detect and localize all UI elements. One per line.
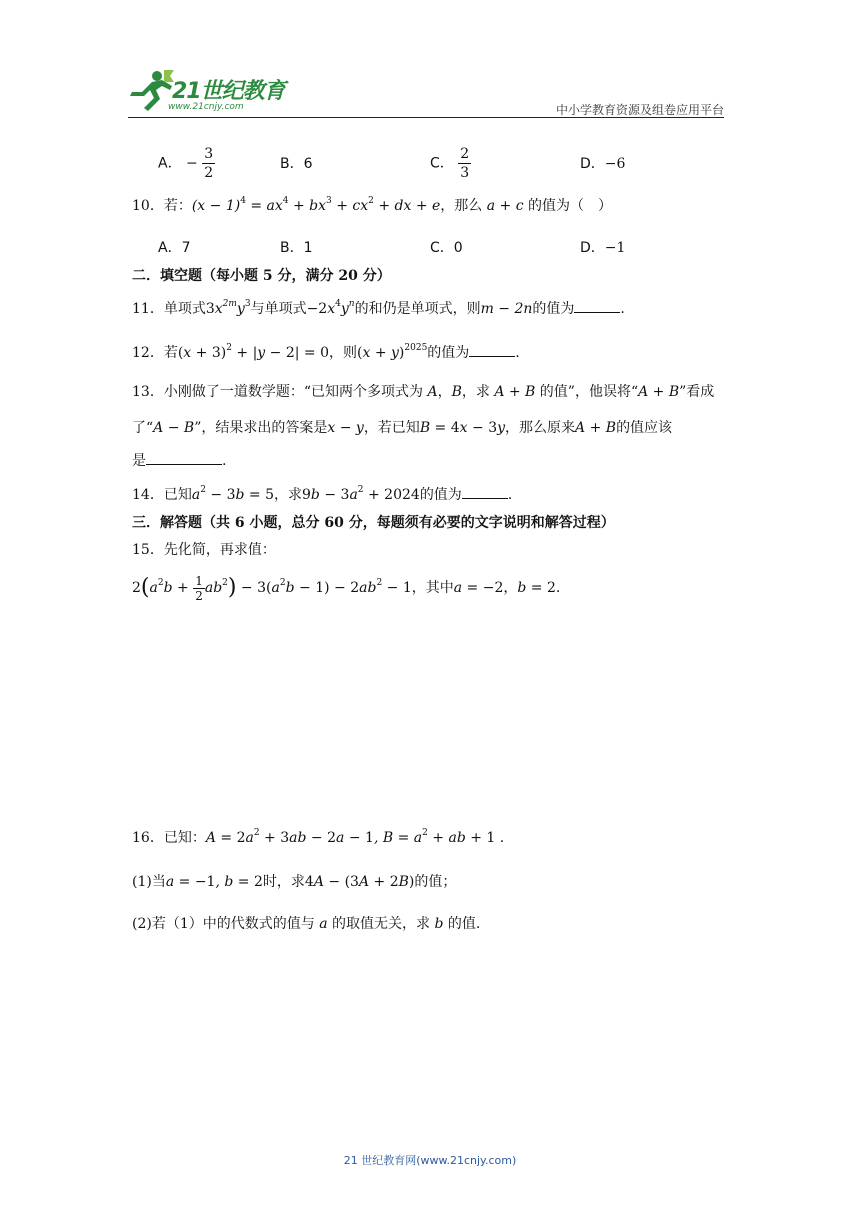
q9-option-a: [158, 145, 215, 182]
option-value: 6: [303, 156, 313, 172]
numerator: 3: [204, 146, 214, 162]
answer-blank[interactable]: [462, 484, 508, 499]
question-text: ，: [503, 580, 518, 596]
question-text: 的值应该: [616, 420, 673, 436]
question-text: 已知: [163, 487, 192, 503]
period: .: [515, 345, 520, 361]
condition: a = −2: [453, 580, 504, 596]
question-13-line-2: [132, 418, 672, 438]
denominator: 2: [204, 165, 214, 181]
question-16-part-1: [132, 872, 456, 892]
footer-link[interactable]: 21 世纪教育网(www.21cnjy.com): [343, 1154, 517, 1167]
question-text: ，其中: [411, 580, 454, 596]
fraction: [458, 145, 471, 182]
variable: B: [451, 384, 462, 400]
q10-option-d: [580, 237, 625, 257]
question-number: 15．: [132, 542, 164, 558]
question-15-expression: [132, 570, 560, 606]
site-logo: [124, 66, 294, 116]
variables: A: [427, 384, 438, 400]
period: .: [222, 453, 227, 469]
option-label: B．: [280, 156, 304, 172]
question-text: ”看成: [679, 384, 715, 400]
question-number: 14．: [132, 487, 164, 503]
question-text: 是: [132, 453, 146, 469]
variable: a: [314, 916, 332, 932]
q9-option-c: [430, 145, 471, 182]
expression: $(x + y)^{2025}$: [357, 343, 428, 361]
question-text: 的值”，他误将“: [535, 384, 639, 400]
question-number: 13．: [132, 384, 164, 400]
option-value: −6: [604, 156, 626, 172]
q9-option-d: [580, 153, 625, 173]
answer-blank[interactable]: [469, 342, 515, 357]
question-text: 了“: [132, 420, 154, 436]
question-13-line-1: 13．小刚做了一道数学题：“已知两个多项式为 A，B，求 A + B 的值”，他误将“A + B”看成: [132, 384, 715, 400]
expression: A + B: [638, 384, 680, 400]
question-text: 的值为: [427, 345, 470, 361]
platform-name: 中小学教育资源及组卷应用平台: [555, 103, 724, 117]
question-text: 的取值无关，求: [332, 916, 430, 932]
minus-sign: −: [186, 155, 198, 172]
question-text: 单项式: [163, 301, 206, 317]
equation: $A = 2a^2 + 3ab - 2a - 1$, $B = a^2$ + ab + 1: [205, 828, 496, 846]
expression: $2(a^2b$ + $\frac{1}{2}$ $ab^2) - 3(a^2b - 1) - 2ab^2 - 1$: [132, 573, 412, 603]
question-text: ，那么原来: [505, 420, 576, 436]
question-text: 时，求: [262, 874, 305, 890]
option-value: −1: [604, 240, 626, 256]
section-2-heading: 二．填空题（每小题 5 分，满分 20 分）: [132, 268, 391, 284]
equation: $(x - 1)^4 = ax^4 + bx^3 + cx^2$ + dx + e: [191, 196, 441, 214]
monomial-1: $3x^{2m}y^3$: [205, 299, 251, 317]
question-16-part-2: [132, 914, 480, 934]
expression: m − 2n: [480, 301, 533, 317]
expression: A − B: [153, 420, 195, 436]
question-text: 若：: [163, 198, 192, 214]
question-text: 的值为: [419, 487, 462, 503]
expression: A + B: [494, 384, 536, 400]
question-text: 的值为: [532, 301, 575, 317]
question-text: (2)若（1）中的代数式的值与: [132, 916, 315, 932]
question-number: 16．: [132, 830, 164, 846]
expression: x − y: [327, 420, 364, 436]
question-number: 12．: [132, 345, 164, 361]
period: .: [555, 580, 561, 596]
option-label: C．: [430, 155, 454, 172]
denominator: 3: [460, 165, 470, 181]
condition: a = −1, b = 2: [165, 874, 263, 890]
period: .: [620, 301, 625, 317]
condition: b = 2: [517, 580, 556, 596]
logo-url: www.21cnjy.com: [168, 102, 244, 112]
option-label: A．: [158, 155, 182, 172]
q10-option-b: B．1: [280, 240, 313, 256]
section-3-heading: 三．解答题（共 6 小题，总分 60 分，每题须有必要的文字说明和解答过程）: [132, 515, 615, 531]
variable: b: [430, 916, 448, 932]
question-text: (1)当: [132, 874, 166, 890]
period: .: [495, 830, 505, 846]
question-text: ，求: [274, 487, 302, 503]
question-text: 的和仍是单项式，则: [354, 301, 481, 317]
question-text: 的值.: [447, 916, 481, 932]
logo-text: 21世纪教育: [172, 79, 285, 104]
question-14: [132, 484, 512, 505]
question-text: 小刚做了一道数学题：“已知两个多项式为: [163, 384, 428, 400]
question-text: ，那么: [440, 198, 483, 214]
option-label: D．: [580, 240, 605, 256]
question-11: [132, 298, 625, 319]
question-text: ，求: [461, 384, 495, 400]
question-text: 与单项式: [250, 301, 307, 317]
question-number: 11．: [132, 301, 164, 317]
header-divider: [128, 117, 724, 118]
question-12: [132, 342, 520, 363]
option-label: D．: [580, 156, 605, 172]
expression: 4A − (3A + 2B): [304, 874, 415, 890]
equation: B = 4x − 3y: [419, 420, 506, 436]
numerator: 2: [460, 146, 470, 162]
q9-option-b: [280, 153, 313, 173]
answer-blank[interactable]: [574, 298, 620, 313]
equation: $(x + 3)^2 + |y - 2| = 0$: [177, 343, 330, 361]
question-number: 10．: [132, 198, 164, 214]
question-text: 已知：: [163, 830, 206, 846]
question-text: 的值；: [414, 874, 457, 890]
question-text: ”，结果求出的答案是: [194, 420, 328, 436]
question-15-title: [132, 540, 276, 560]
question-16: [132, 828, 504, 848]
fraction: [202, 145, 215, 182]
question-text: 若: [163, 345, 178, 361]
q10-option-c: C．0: [430, 240, 463, 256]
question-13-line-3: [132, 450, 226, 471]
q10-option-a: A．7: [158, 240, 191, 256]
expression: $9b - 3a^2 + 2024$: [302, 485, 420, 503]
question-text: 先化简，再求值：: [163, 542, 276, 558]
monomial-2: $-2x^4y^n$: [306, 299, 355, 317]
answer-blank[interactable]: [146, 450, 222, 465]
question-10: [132, 196, 612, 216]
question-text: ，则: [329, 345, 358, 361]
expression: a + c: [482, 198, 528, 214]
question-text: 的值为（ ）: [528, 198, 612, 214]
period: .: [507, 487, 513, 503]
expression: A + B: [575, 420, 617, 436]
equation: $a^2 - 3b = 5$: [191, 485, 274, 503]
question-text: ，若已知: [363, 420, 420, 436]
